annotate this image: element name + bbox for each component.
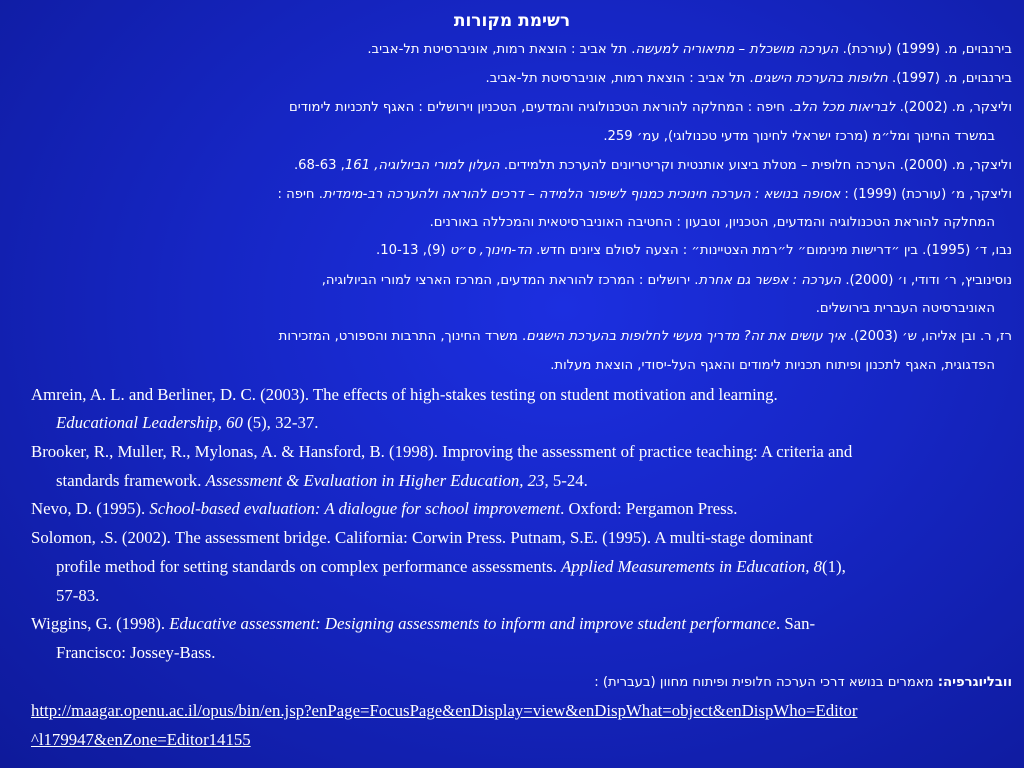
hebrew-reference-continuation — [5, 301, 995, 316]
ref-text-tail: . תל אביב : הוצאת רמות, אוניברסיטת תל-אביב. — [367, 42, 636, 57]
ref-source-title: Educational Leadership, 60 — [56, 413, 243, 432]
ref-text-tail: . חיפה : המחלקה להוראת הטכנולוגיה והמדעים, הטכניון וירושלים : האגף לתכניות לימודים — [289, 100, 794, 115]
english-reference-continuation — [31, 471, 1024, 491]
ref-text-tail: (1), — [822, 557, 846, 576]
url-line-2 — [31, 730, 1016, 750]
ref-text: standards framework. — [56, 471, 206, 490]
hebrew-reference — [22, 42, 1012, 57]
webliography-label: וובליוגרפיה: — [937, 675, 1012, 690]
english-reference — [31, 528, 1016, 548]
ref-text-tail: . משרד החינוך, התרבות והספורט, המזכירות — [278, 329, 527, 344]
ref-text: בירנבוים, מ. (1999) (עורכת). — [838, 42, 1012, 57]
ref-source-title: חלופות בהערכת הישגים — [753, 71, 888, 86]
ref-text: במשרד החינוך ומל״מ (מרכז ישראלי לחינוך מדעי טכנולוגי), עמ׳ 259. — [603, 129, 995, 144]
ref-text: Brooker, R., Muller, R., Mylonas, A. & Hansford, B. (1998). Improving the assessment of practice teaching: A criteria and — [31, 442, 853, 461]
hebrew-reference-continuation — [5, 129, 995, 144]
ref-text: נבו, ד׳ (1995). בין ״דרישות מינימום״ ל״רמת הצטיינות״ : הצעה לסולם ציונים חדש. — [531, 243, 1012, 258]
hebrew-reference — [22, 187, 1012, 202]
english-reference-continuation — [31, 413, 1024, 433]
ref-text: בירנבוים, מ. (1997). — [887, 71, 1012, 86]
ref-text: Wiggins, G. (1998). — [31, 614, 170, 633]
ref-text: האוניברסיטה העברית בירושלים. — [815, 301, 995, 316]
ref-source-title: Educative assessment: Designing assessments to inform and improve student performance — [169, 614, 776, 633]
ref-text: וליצקר, מ׳ (עורכת) (1999) : — [840, 187, 1012, 202]
hebrew-reference — [22, 273, 1012, 288]
hebrew-reference — [22, 71, 1012, 86]
ref-text: Nevo, D. (1995). — [31, 499, 150, 518]
ref-text-tail: , 68-63. — [293, 158, 345, 173]
ref-text-tail: . Oxford: Pergamon Press. — [560, 499, 738, 518]
english-reference — [31, 614, 1016, 634]
ref-text: profile method for setting standards on complex performance assessments. — [56, 557, 562, 576]
ref-text-tail: . ירושלים : המרכז להוראת המדעים, המרכז הארצי למורי הביולוגיה, — [321, 273, 699, 288]
ref-source-title: הערכה : אפשר גם אחרת — [698, 273, 842, 288]
webliography-text: מאמרים בנושא דרכי הערכה חלופית ופיתוח מחוון (בעברית) : — [594, 675, 938, 690]
ref-source-title: העלון למורי הביולוגיה, 161 — [344, 158, 500, 173]
hebrew-reference — [22, 243, 1012, 258]
ref-text: רז, ר. ובן אליהו, ש׳ (2003). — [845, 329, 1012, 344]
english-reference-continuation — [31, 557, 1024, 577]
english-reference — [31, 442, 1016, 462]
english-reference-continuation — [31, 643, 1024, 663]
ref-source-title: הד-חינוך, ס״ט — [449, 243, 532, 258]
ref-text: וליצקר, מ. (2002). — [895, 100, 1012, 115]
ref-text-tail: 5-24. — [548, 471, 588, 490]
ref-text: 57-83. — [56, 586, 100, 605]
ref-text-tail: . תל אביב : הוצאת רמות, אוניברסיטת תל-אביב. — [485, 71, 754, 86]
hebrew-reference — [22, 329, 1012, 344]
page-title: רשימת מקורות — [453, 11, 571, 31]
ref-text-tail: . חיפה : — [277, 187, 323, 202]
ref-text: הפדגוגית, האגף לתכנון ופיתוח תכניות לימודים והאגף העל-יסודי, הוצאת מעלות. — [550, 358, 995, 373]
ref-text-tail: . San- — [775, 614, 816, 633]
url-line-1 — [31, 701, 1016, 721]
ref-source-title: לבריאות מכל הלב — [793, 100, 896, 115]
ref-text: המחלקה להוראת הטכנולוגיה והמדעים, הטכניון, וטבעון : החטיבה האוניברסיטאית והמכללה באורנים. — [429, 215, 995, 230]
hebrew-reference — [22, 100, 1012, 115]
ref-text: וליצקר, מ. (2000). הערכה חלופית – מטלת ביצוע אותנטית וקריטריונים להערכת תלמידים. — [499, 158, 1012, 173]
ref-text: Amrein, A. L. and Berliner, D. C. (2003). The effects of high-stakes testing on student motivation and learning. — [31, 385, 778, 404]
english-reference — [31, 385, 1016, 405]
ref-text-tail: (9), 10-13. — [376, 243, 450, 258]
ref-text: Solomon, .S. (2002). The assessment bridge. California: Corwin Press. Putnam, S.E. (1995). A multi-stage dominant — [31, 528, 813, 547]
ref-source-title: אסופה בנושא : הערכה חינוכית כמנוף לשיפור הלמידה – דרכים להוראה ולהערכה רב-מימדית — [322, 187, 841, 202]
hebrew-reference — [22, 158, 1012, 173]
hebrew-reference-continuation — [5, 358, 995, 373]
ref-text: נוסינוביץ, ר׳ ודודי, ו׳ (2000). — [841, 273, 1012, 288]
english-reference-continuation — [31, 586, 1024, 606]
ref-text: Francisco: Jossey-Bass. — [56, 643, 216, 662]
hebrew-reference-continuation — [5, 215, 995, 230]
webliography-link-continuation[interactable]: ^l179947&enZone=Editor14155 — [31, 730, 251, 749]
webliography-link[interactable]: http://maagar.openu.ac.il/opus/bin/en.jsp?enPage=FocusPage&enDisplay=view&enDispWhat=object&enDispWho=Editor — [31, 701, 858, 720]
ref-source-title: Assessment & Evaluation in Higher Education, 23, — [205, 471, 549, 490]
ref-source-title: Applied Measurements in Education, 8 — [561, 557, 823, 576]
english-reference — [31, 499, 1016, 519]
webliography-heading — [22, 675, 1012, 690]
ref-source-title: הערכה מושכלת – מתיאוריה למעשה — [635, 42, 839, 57]
ref-source-title: איך עושים את זה? מדריך מעשי לחלופות בהערכת הישגים — [526, 329, 846, 344]
ref-text-tail: (5), 32-37. — [242, 413, 319, 432]
ref-source-title: School-based evaluation: A dialogue for school improvement — [149, 499, 561, 518]
